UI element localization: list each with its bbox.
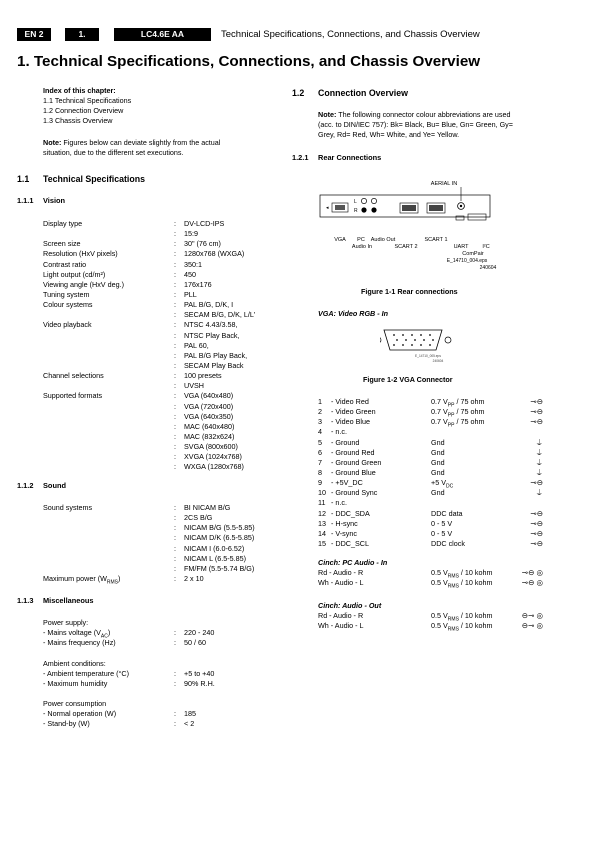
cinch-name: Rd - Audio - R	[318, 611, 364, 620]
pin-number: 2	[318, 407, 322, 417]
spec-value: DV-LCD-IPS	[184, 219, 225, 228]
colon: :	[174, 340, 176, 350]
spec-label: - Ambient temperature (°C)	[43, 668, 129, 678]
pin-value-text: 0.7 V	[431, 397, 448, 406]
pin-value-text: Gnd	[431, 488, 445, 498]
svg-text:240604: 240604	[479, 265, 497, 271]
cinch-out-l-icon	[371, 198, 376, 203]
pin-number: 7	[318, 457, 322, 467]
pin-name: - n.c.	[331, 427, 347, 437]
subsection-title: Vision	[43, 196, 66, 205]
spec-label-text: Maximum power (W	[43, 573, 107, 583]
pin-name: - Ground Green	[331, 457, 382, 467]
vga-heading: VGA: Video RGB - In	[318, 309, 389, 318]
chapter-tab: 1.	[65, 28, 99, 41]
pin-value-text: Gnd	[431, 437, 445, 447]
note-colours: Note: The following connector colour abbreviations are used	[318, 110, 511, 119]
header-title: Technical Specifications, Connections, and Chassis Overview	[221, 29, 480, 40]
note-figures: Note: Figures below can deviate slightly from the actual	[43, 138, 221, 147]
pin-name: - H-sync	[331, 518, 358, 528]
figure-caption: Figure 1-1 Rear connections	[361, 287, 458, 296]
colon: :	[174, 350, 176, 360]
colon: :	[174, 219, 176, 228]
colon: :	[174, 289, 176, 299]
colon: :	[174, 401, 176, 411]
colon: :	[174, 371, 176, 381]
colon: :	[174, 573, 176, 583]
spec-value: VGA (640x480)	[184, 391, 234, 401]
pin-value-end: / 75 ohm	[454, 407, 485, 417]
cinch-value-text: 0.5 V	[431, 621, 448, 631]
spec-value: PLL	[184, 289, 197, 299]
pin-row	[318, 529, 543, 539]
spec-label: - Mains voltage $(V_{AC})$	[43, 628, 111, 640]
spec-value: PAL 60,	[184, 340, 209, 350]
cinch-in-r-icon	[361, 207, 366, 212]
spec-value: 30" (76 cm)	[184, 239, 221, 249]
cinch-value-text: 0.5 V	[431, 611, 448, 620]
svg-text:E_14710_004.eps: E_14710_004.eps	[446, 258, 488, 264]
cinch-name: Rd - Audio - R	[318, 568, 364, 577]
pin-row	[318, 519, 543, 529]
pin-row	[318, 509, 543, 519]
spec-value: FM/FM (5.5-5.74 B/G)	[184, 563, 255, 573]
pin-value-text: +5 V	[431, 478, 446, 488]
cinch-in-heading: Cinch: PC Audio - In	[318, 558, 388, 567]
signal-direction-icon: ⊸⊖	[530, 508, 543, 518]
spec-label: Power supply:	[43, 618, 89, 627]
spec-value: NICAM I (6.0-6.52)	[184, 543, 245, 553]
pin-row	[318, 417, 543, 427]
pin-row	[318, 539, 543, 549]
pin-number: 15	[318, 538, 326, 548]
spec-label: Contrast ratio	[43, 259, 87, 269]
pin-number: 8	[318, 467, 322, 477]
spec-label: - Maximum humidity	[43, 678, 108, 688]
spec-value: SVGA (800x600)	[184, 442, 238, 452]
pin-value-end: / 75 ohm	[454, 397, 485, 406]
rear-connections-diagram	[310, 176, 510, 276]
pin-row	[318, 427, 543, 437]
pin-value	[431, 539, 465, 553]
colon: :	[174, 310, 176, 320]
pin-value-text: Gnd	[431, 447, 445, 457]
spec-value: 176x176	[184, 279, 212, 289]
signal-direction-icon: ⏚	[535, 457, 543, 467]
pin-row	[318, 458, 543, 468]
spec-label-end: )	[118, 573, 121, 583]
spec-value: NICAM D/K (6.5-5.85)	[184, 533, 255, 543]
svg-text:E_14710_005.eps: E_14710_005.eps	[415, 354, 441, 358]
signal-direction-icon: ⊸⊖	[530, 407, 543, 417]
pin-number: 11	[318, 498, 326, 508]
spec-value: 100 presets	[184, 371, 222, 381]
spec-value: VGA (720x400)	[184, 401, 234, 411]
signal-direction-icon: ⏚	[535, 488, 543, 498]
cinch-value-text: 0.5 V	[431, 568, 448, 577]
pin-value-text: 0.7 V	[431, 407, 448, 417]
colon: :	[174, 269, 176, 279]
vga-port-pins	[335, 205, 345, 210]
cinch-value-sub: RMS	[447, 583, 459, 590]
spec-value: XVGA (1024x768)	[184, 452, 242, 462]
colon: :	[174, 553, 176, 563]
colon: :	[174, 513, 176, 523]
spec-label: Video playback	[43, 320, 92, 330]
signal-direction-icon: ⊸⊖	[530, 417, 543, 427]
spec-label-sub: RMS	[106, 579, 119, 586]
svg-text:I²C: I²C	[482, 244, 490, 250]
pin-name: - +5V_DC	[331, 478, 363, 488]
colon: :	[174, 279, 176, 289]
spec-label: - Normal operation (W)	[43, 709, 117, 719]
spec-label: - Stand-by (W)	[43, 719, 90, 729]
colon: :	[174, 300, 176, 310]
signal-direction-icon: ⏚	[535, 467, 543, 477]
spec-label: Viewing angle (HxV deg.)	[43, 279, 124, 289]
colon: :	[174, 330, 176, 340]
cinch-row	[318, 568, 543, 578]
pin-value-sub: DC	[446, 483, 454, 490]
cinch-out-table	[318, 611, 543, 631]
colon: :	[174, 411, 176, 421]
svg-text:VGA: VGA	[334, 237, 346, 243]
pin-value-text: Gnd	[431, 457, 445, 467]
colon: :	[174, 229, 176, 239]
signal-direction-icon: ⏚	[535, 437, 543, 447]
index-item: 1.1 Technical Specifications	[43, 96, 132, 105]
pin-value-sub: PP	[447, 402, 455, 409]
pin-name: - V-sync	[331, 528, 357, 538]
signal-direction-icon: ⏚	[535, 447, 543, 457]
cinch-value-sub: RMS	[447, 573, 459, 580]
colon: :	[174, 421, 176, 431]
spec-value: 2CS B/G	[184, 513, 213, 523]
pin-name: - DDC_SDA	[331, 508, 370, 518]
spec-value: 90% R.H.	[184, 678, 215, 688]
spec-value: PAL B/G, D/K, I	[184, 300, 234, 310]
pin-row	[318, 397, 543, 407]
vga-pins-icon	[393, 334, 434, 346]
running-header	[17, 28, 577, 42]
colon: :	[174, 259, 176, 269]
index-item: 1.2 Connection Overview	[43, 106, 124, 115]
cinch-in-table	[318, 568, 543, 588]
spec-value: BI NICAM B/G	[184, 503, 231, 512]
cinch-name: Wh - Audio - L	[318, 621, 364, 631]
colon: :	[174, 431, 176, 441]
spec-value: < 2	[184, 719, 195, 729]
pin-name: - Ground Red	[331, 447, 375, 457]
model-tab: LC4.6E AA	[114, 28, 211, 41]
svg-text:Audio Out: Audio Out	[370, 237, 396, 243]
pin-value-text: DDC data	[431, 508, 463, 518]
colon: :	[174, 452, 176, 462]
spec-value: NICAM L (6.5-5.85)	[184, 553, 247, 563]
spec-value: 15:9	[184, 229, 198, 239]
spec-label: Colour systems	[43, 300, 93, 310]
pin-row	[318, 478, 543, 488]
pin-number: 14	[318, 528, 326, 538]
signal-direction-icon: ⊸⊖	[530, 478, 543, 488]
pin-row	[318, 407, 543, 417]
pin-name: - Ground Sync	[331, 488, 378, 498]
pin-row	[318, 438, 543, 448]
spec-label: Sound systems	[43, 503, 93, 512]
spec-value: 450	[184, 269, 196, 279]
pin-number: 3	[318, 417, 322, 427]
cinch-direction-icon: ⊖⊸ ◎	[521, 621, 543, 631]
spec-label: Resolution (HxV pixels)	[43, 249, 118, 259]
vga-pin-table	[318, 397, 543, 549]
svg-text:SCART 1: SCART 1	[424, 237, 448, 243]
section-title: Connection Overview	[318, 88, 408, 98]
arrow-icon: ◂	[326, 205, 329, 211]
vga-connector-diagram	[380, 324, 460, 364]
cinch-direction-icon: ⊖⊸ ◎	[521, 611, 543, 620]
signal-direction-icon: ⊸⊖	[530, 528, 543, 538]
note-colours-cont: Grey, Rd= Red, Wh= White, and Ye= Yellow.	[318, 130, 460, 139]
subsection-title: Miscellaneous	[43, 596, 94, 605]
colon: :	[174, 239, 176, 249]
spec-label: Light output (cd/m²)	[43, 269, 106, 279]
cinch-in-l-icon	[361, 198, 366, 203]
pin-value-text: 0.7 V	[431, 417, 448, 427]
colon: :	[174, 442, 176, 452]
pin-name: - Ground	[331, 437, 360, 447]
spec-value: +5 to +40	[184, 668, 215, 678]
spec-value: 220 - 240	[184, 628, 215, 638]
pin-number: 1	[318, 397, 322, 406]
colon: :	[174, 381, 176, 391]
subsection-number: 1.2.1	[292, 153, 309, 162]
signal-direction-icon: ⊸⊖	[530, 518, 543, 528]
cinch-row	[318, 578, 543, 588]
cinch-name: Wh - Audio - L	[318, 578, 364, 588]
pin-number: 12	[318, 508, 326, 518]
svg-text:240604: 240604	[432, 359, 444, 363]
cinch-row	[318, 621, 543, 631]
signal-direction-icon: ⊸⊖	[530, 397, 543, 406]
cinch-value-end: / 10 kohm	[458, 568, 493, 577]
pin-number: 5	[318, 437, 322, 447]
pin-name: - Video Green	[331, 407, 376, 417]
subsection-number: 1.1.3	[17, 596, 34, 605]
spec-label: Display type	[43, 219, 83, 228]
svg-text:UART: UART	[453, 244, 469, 250]
colon: :	[174, 533, 176, 543]
pin-value-text: 0 - 5 V	[431, 518, 453, 528]
colon: :	[174, 543, 176, 553]
spec-label: Supported formats	[43, 391, 103, 401]
colon: :	[174, 523, 176, 533]
cinch-value	[431, 621, 492, 635]
section-title: Technical Specifications	[43, 174, 146, 184]
pin-value-text: Gnd	[431, 467, 445, 477]
subsection-number: 1.1.2	[17, 481, 34, 490]
svg-text:L: L	[354, 199, 357, 205]
spec-value: WXGA (1280x768)	[184, 462, 244, 472]
index-item: 1.3 Chassis Overview	[43, 116, 113, 125]
subsection-title: Sound	[43, 481, 66, 490]
colon: :	[174, 391, 176, 401]
spec-label: Screen size	[43, 239, 81, 249]
signal-direction-icon: ⊸⊖	[530, 538, 543, 548]
spec-label: Power consumption	[43, 699, 107, 709]
pin-name: - n.c.	[331, 498, 347, 508]
pin-row	[318, 488, 543, 498]
pin-number: 13	[318, 518, 326, 528]
cinch-direction-icon: ⊸⊖ ◎	[521, 578, 543, 588]
section-number: 1.2	[292, 88, 305, 98]
pin-value-text: 0 - 5 V	[431, 528, 453, 538]
uart-port-icon	[456, 216, 464, 220]
cinch-direction-icon: ⊸⊖ ◎	[521, 568, 543, 577]
cinch-value-end: / 10 kohm	[458, 611, 493, 620]
section-number: 1.1	[17, 174, 30, 184]
pin-name: - Video Red	[331, 397, 369, 406]
svg-text:R: R	[354, 208, 358, 214]
index-heading: Index of this chapter:	[43, 86, 116, 95]
spec-value: SECAM B/G, D/K, L/L'	[184, 310, 256, 320]
note-colours-cont: (acc. to DIN/IEC 757): Bk= Black, Bu= Blue, Gn= Green, Gy=	[318, 120, 513, 129]
cinch-row	[318, 611, 543, 621]
cinch-out-r-icon	[371, 207, 376, 212]
note-figures-cont: situation, due to the different set executions.	[43, 148, 184, 157]
figure-caption: Figure 1-2 VGA Connector	[363, 375, 453, 384]
spec-label: Channel selections	[43, 371, 104, 381]
spec-value: 50 / 60	[184, 638, 206, 648]
spec-value: 185	[184, 709, 196, 719]
subsection-title: Rear Connections	[318, 153, 382, 162]
cinch-value-end: / 10 kohm	[458, 578, 493, 588]
svg-text:SCART 2: SCART 2	[394, 244, 418, 250]
spec-value: UVSH	[184, 381, 204, 391]
language-tab: EN 2	[17, 28, 51, 41]
spec-value: MAC (640x480)	[184, 421, 235, 431]
colon: :	[174, 563, 176, 573]
spec-label	[43, 574, 120, 588]
spec-value: NTSC Play Back,	[184, 330, 240, 340]
cinch-value-text: 0.5 V	[431, 578, 448, 588]
spec-value: VGA (640x350)	[184, 411, 234, 421]
pin-value-sub: PP	[447, 412, 455, 419]
pin-row	[318, 468, 543, 478]
subsection-number: 1.1.1	[17, 196, 34, 205]
spec-label: Tuning system	[43, 289, 90, 299]
colon: :	[174, 249, 176, 259]
pin-value-sub: PP	[447, 422, 455, 429]
spec-label: - Mains frequency (Hz)	[43, 638, 116, 648]
colon: :	[174, 503, 176, 512]
spec-value: NICAM B/G (5.5-5.85)	[184, 523, 255, 533]
svg-text:Audio In: Audio In	[351, 244, 373, 250]
pin-name: - DDC_SCL	[331, 538, 369, 548]
aerial-label: AERIAL IN	[430, 181, 458, 187]
pin-number: 6	[318, 447, 322, 457]
spec-value: 1280x768 (WXGA)	[184, 249, 245, 259]
pin-value-text: DDC clock	[431, 538, 465, 548]
cinch-value	[431, 578, 492, 592]
spec-value: MAC (832x624)	[184, 431, 235, 441]
svg-text:ComPair: ComPair	[462, 251, 484, 257]
cinch-value-sub: RMS	[447, 626, 459, 633]
pin-row	[318, 448, 543, 458]
spec-value: NTSC 4.43/3.58,	[184, 320, 238, 330]
spec-value: PAL B/G Play Back,	[184, 350, 248, 360]
chapter-title: 1. Technical Specifications, Connections, and Chassis Overview	[17, 53, 481, 70]
cinch-value-sub: RMS	[447, 616, 459, 623]
pin-number: 9	[318, 478, 322, 488]
pin-value-end: / 75 ohm	[454, 417, 485, 427]
pin-name: - Ground Blue	[331, 467, 376, 477]
pin-number: 4	[318, 427, 322, 437]
pin-row	[318, 498, 543, 508]
colon: :	[174, 360, 176, 370]
svg-text:PC: PC	[357, 237, 365, 243]
cinch-value-end: / 10 kohm	[458, 621, 493, 631]
spec-value: 350:1	[184, 259, 202, 269]
cinch-out-heading: Cinch: Audio - Out	[318, 601, 382, 610]
spec-label: Ambient conditions:	[43, 658, 106, 668]
pin-number: 10	[318, 488, 326, 498]
spec-value: 2 x 10	[184, 573, 204, 583]
colon: :	[174, 320, 176, 330]
pin-name: - Video Blue	[331, 417, 371, 427]
spec-value: SECAM Play Back	[184, 360, 244, 370]
colon: :	[174, 462, 176, 472]
